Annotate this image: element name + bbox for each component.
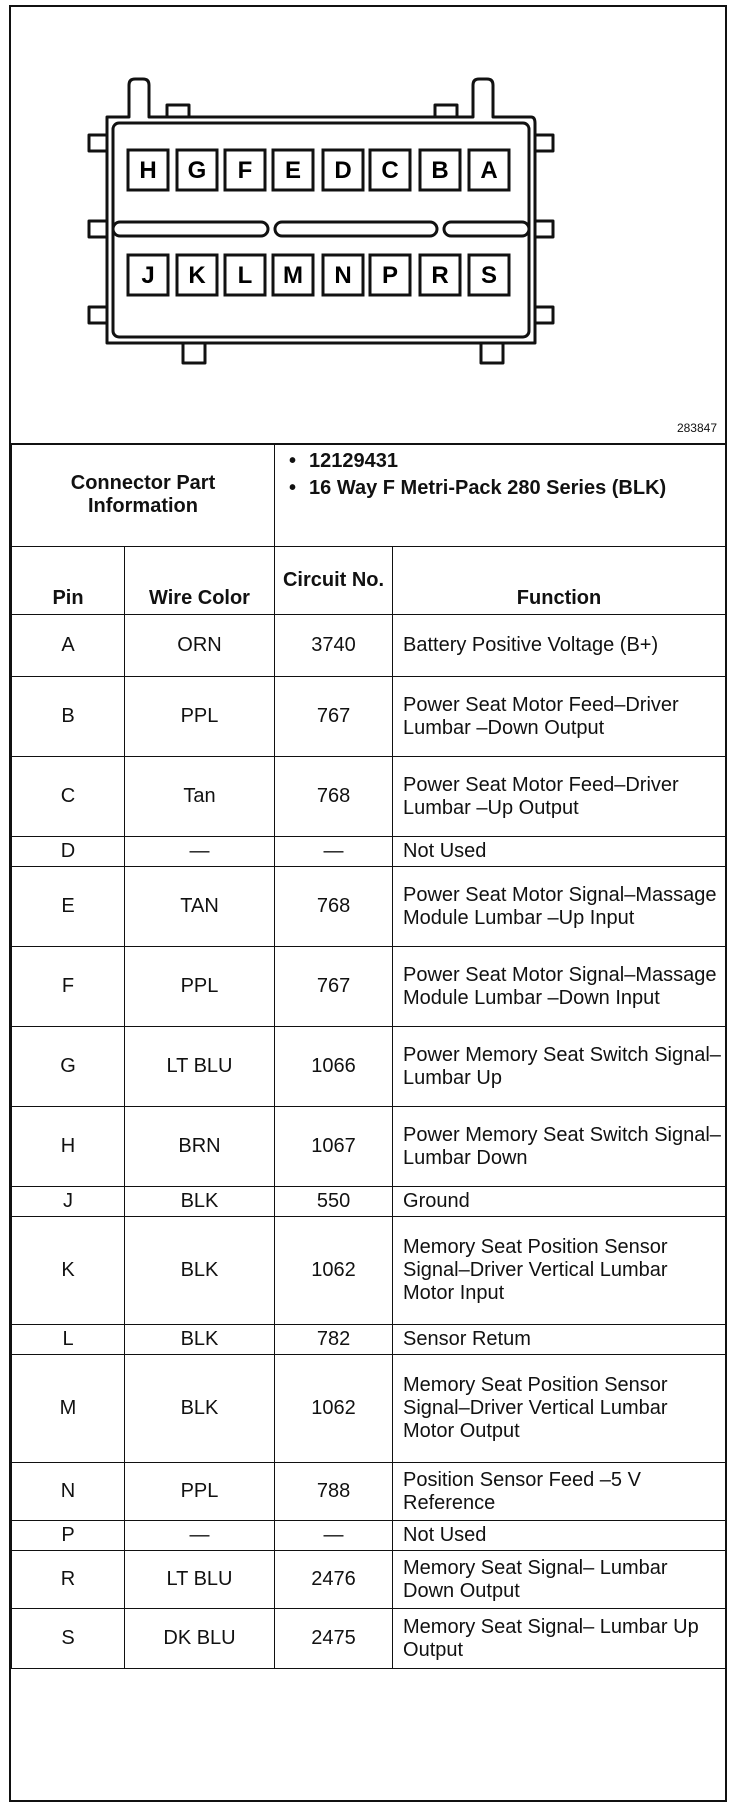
pin-cavity-J bbox=[128, 255, 168, 295]
pin-cavity-B bbox=[420, 150, 460, 190]
pin-cavity-S bbox=[469, 255, 509, 295]
wire-color-cell: BLK bbox=[125, 1355, 275, 1463]
connector-info-row bbox=[12, 444, 726, 547]
function-cell: Position Sensor Feed –5 V Reference bbox=[393, 1463, 726, 1521]
function-cell: Memory Seat Signal– Lumbar Down Output bbox=[393, 1551, 726, 1609]
pin-cell: B bbox=[12, 677, 125, 757]
wire-color-cell: PPL bbox=[125, 677, 275, 757]
pin-cavity-F bbox=[225, 150, 265, 190]
circuit-cell: 550 bbox=[275, 1187, 393, 1217]
circuit-cell: 767 bbox=[275, 677, 393, 757]
function-cell: Memory Seat Signal– Lumbar Up Output bbox=[393, 1609, 726, 1669]
pin-label: D bbox=[334, 157, 352, 184]
circuit-cell: 1066 bbox=[275, 1027, 393, 1107]
wire-color-cell: Tan bbox=[125, 757, 275, 837]
pin-cell: M bbox=[12, 1355, 125, 1463]
table-row bbox=[12, 1107, 726, 1187]
wire-color-cell: — bbox=[125, 837, 275, 867]
function-cell: Power Seat Motor Feed–Driver Lumbar –Down Output bbox=[393, 677, 726, 757]
pin-label: S bbox=[480, 262, 498, 289]
pinout-table bbox=[11, 443, 726, 1669]
pin-cavity-R bbox=[420, 255, 460, 295]
circuit-cell: 768 bbox=[275, 757, 393, 837]
pin-label: P bbox=[381, 262, 399, 289]
pin-label: N bbox=[334, 262, 352, 289]
function-cell: Memory Seat Position Sensor Signal–Driver Vertical Lumbar Motor Input bbox=[393, 1217, 726, 1325]
pin-cell: N bbox=[12, 1463, 125, 1521]
function-cell: Ground bbox=[393, 1187, 726, 1217]
connector-info-items bbox=[275, 444, 726, 547]
function-cell: Power Memory Seat Switch Signal– Lumbar Down bbox=[393, 1107, 726, 1187]
pin-cavity-N bbox=[323, 255, 363, 295]
pin-label: M bbox=[283, 262, 303, 289]
pin-cell: P bbox=[12, 1521, 125, 1551]
connector-type: • 16 Way F Metri-Pack 280 Series (BLK) bbox=[309, 477, 715, 500]
pin-cavity-C bbox=[370, 150, 410, 190]
function-cell: Sensor Retum bbox=[393, 1325, 726, 1355]
wire-color-cell: ORN bbox=[125, 615, 275, 677]
wire-color-cell: PPL bbox=[125, 947, 275, 1027]
circuit-cell: 2476 bbox=[275, 1551, 393, 1609]
table-row bbox=[12, 1355, 726, 1463]
connector-part-number: • 12129431 bbox=[309, 450, 715, 473]
function-cell: Power Memory Seat Switch Signal– Lumbar Up bbox=[393, 1027, 726, 1107]
circuit-cell: 767 bbox=[275, 947, 393, 1027]
connector-diagram bbox=[11, 7, 725, 445]
pin-label: B bbox=[431, 157, 449, 184]
wire-color-cell: PPL bbox=[125, 1463, 275, 1521]
pin-cavity-A bbox=[469, 150, 509, 190]
pin-cavity-K bbox=[177, 255, 217, 295]
pin-cell: G bbox=[12, 1027, 125, 1107]
pin-cell: H bbox=[12, 1107, 125, 1187]
table-row bbox=[12, 837, 726, 867]
table-row bbox=[12, 867, 726, 947]
connector-sheet bbox=[9, 5, 727, 1802]
header-pin: Pin bbox=[12, 547, 125, 615]
table-row bbox=[12, 947, 726, 1027]
circuit-cell: 1062 bbox=[275, 1217, 393, 1325]
table-row bbox=[12, 1325, 726, 1355]
circuit-cell: 782 bbox=[275, 1325, 393, 1355]
function-cell: Battery Positive Voltage (B+) bbox=[393, 615, 726, 677]
wire-color-cell: DK BLU bbox=[125, 1609, 275, 1669]
wire-color-cell: — bbox=[125, 1521, 275, 1551]
pin-cell: J bbox=[12, 1187, 125, 1217]
pin-label: C bbox=[381, 157, 399, 184]
table-row bbox=[12, 1609, 726, 1669]
pin-cavity-L bbox=[225, 255, 265, 295]
pin-label: E bbox=[284, 157, 302, 184]
circuit-cell: 768 bbox=[275, 867, 393, 947]
function-cell: Power Seat Motor Signal–Massage Module Lumbar –Down Input bbox=[393, 947, 726, 1027]
pin-cavity-G bbox=[177, 150, 217, 190]
pin-cell: R bbox=[12, 1551, 125, 1609]
circuit-cell: 2475 bbox=[275, 1609, 393, 1669]
function-cell: Not Used bbox=[393, 1521, 726, 1551]
pin-label: G bbox=[187, 157, 207, 184]
pin-cavity-E bbox=[273, 150, 313, 190]
pin-label: R bbox=[431, 262, 449, 289]
header-function: Function bbox=[393, 547, 726, 615]
function-cell: Memory Seat Position Sensor Signal–Driver Vertical Lumbar Motor Output bbox=[393, 1355, 726, 1463]
function-cell: Power Seat Motor Feed–Driver Lumbar –Up Output bbox=[393, 757, 726, 837]
header-row bbox=[12, 547, 726, 615]
wire-color-cell: BLK bbox=[125, 1187, 275, 1217]
pin-cell: S bbox=[12, 1609, 125, 1669]
function-cell: Power Seat Motor Signal–Massage Module Lumbar –Up Input bbox=[393, 867, 726, 947]
wire-color-cell: BLK bbox=[125, 1217, 275, 1325]
table-row bbox=[12, 677, 726, 757]
pin-cavity-D bbox=[323, 150, 363, 190]
table-row bbox=[12, 1521, 726, 1551]
pin-cell: A bbox=[12, 615, 125, 677]
circuit-cell: 1067 bbox=[275, 1107, 393, 1187]
circuit-cell: 788 bbox=[275, 1463, 393, 1521]
circuit-cell: 3740 bbox=[275, 615, 393, 677]
header-circuit-no: Circuit No. bbox=[275, 547, 393, 615]
header-wire-color: Wire Color bbox=[125, 547, 275, 615]
table-row bbox=[12, 1463, 726, 1521]
connector-face-drawing bbox=[11, 7, 725, 443]
pin-cell: K bbox=[12, 1217, 125, 1325]
pin-cell: F bbox=[12, 947, 125, 1027]
wire-color-cell: LT BLU bbox=[125, 1551, 275, 1609]
pin-label: A bbox=[480, 157, 498, 184]
table-row bbox=[12, 757, 726, 837]
wire-color-cell: BRN bbox=[125, 1107, 275, 1187]
pin-label: K bbox=[188, 262, 206, 289]
table-row bbox=[12, 1027, 726, 1107]
pin-cavity-P bbox=[370, 255, 410, 295]
circuit-cell: — bbox=[275, 1521, 393, 1551]
wire-color-cell: LT BLU bbox=[125, 1027, 275, 1107]
wire-color-cell: BLK bbox=[125, 1325, 275, 1355]
pin-cell: D bbox=[12, 837, 125, 867]
pin-cavity-M bbox=[273, 255, 313, 295]
pin-label: H bbox=[139, 157, 157, 184]
wire-color-cell: TAN bbox=[125, 867, 275, 947]
pin-label: F bbox=[237, 157, 253, 184]
pin-cell: L bbox=[12, 1325, 125, 1355]
table-row bbox=[12, 1187, 726, 1217]
pin-label: L bbox=[237, 262, 253, 289]
circuit-cell: 1062 bbox=[275, 1355, 393, 1463]
connector-info-label: Connector Part Information bbox=[12, 444, 275, 547]
pin-label: J bbox=[141, 262, 155, 289]
pin-cell: C bbox=[12, 757, 125, 837]
table-row bbox=[12, 1551, 726, 1609]
circuit-cell: — bbox=[275, 837, 393, 867]
function-cell: Not Used bbox=[393, 837, 726, 867]
table-row bbox=[12, 615, 726, 677]
figure-number: 283847 bbox=[676, 421, 717, 435]
pin-cell: E bbox=[12, 867, 125, 947]
table-row bbox=[12, 1217, 726, 1325]
pin-cavity-H bbox=[128, 150, 168, 190]
